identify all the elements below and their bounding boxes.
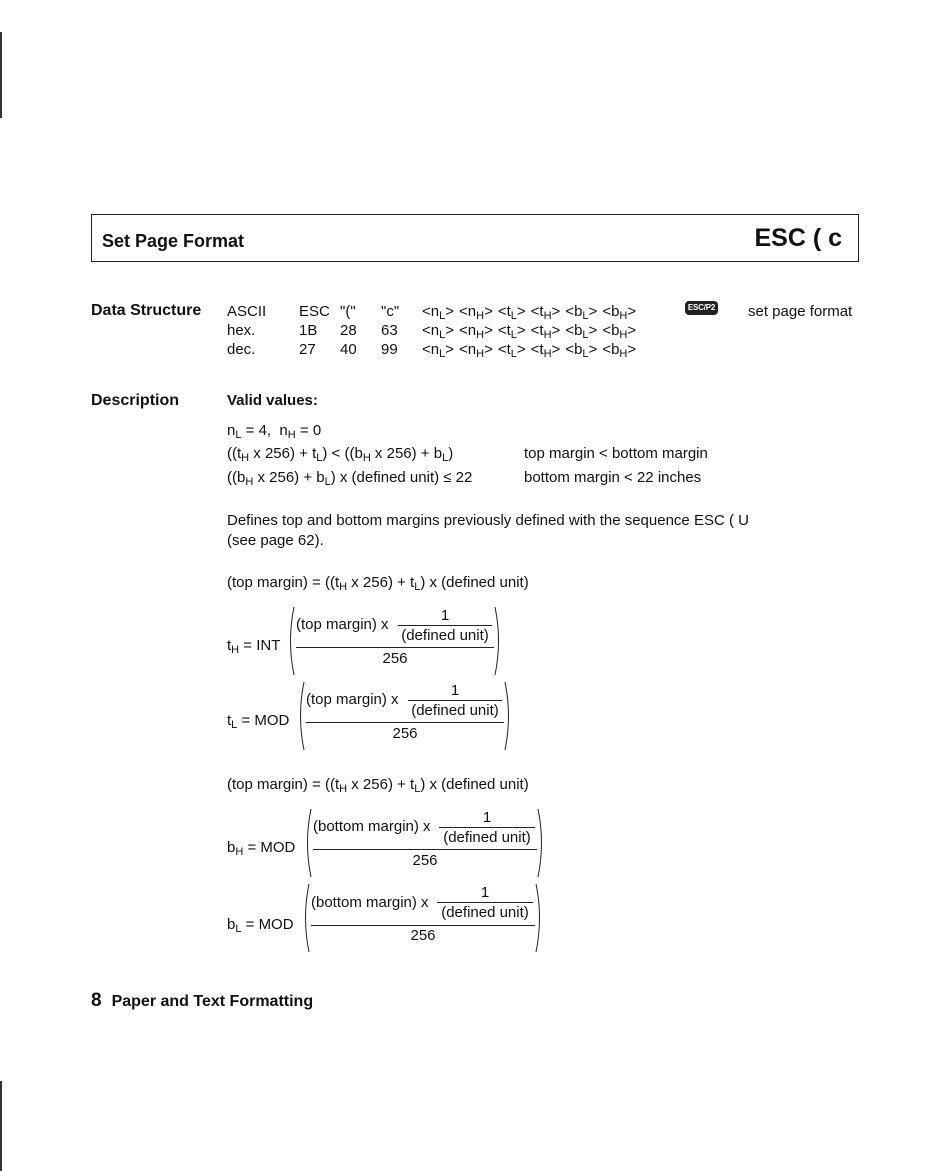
left-paren bbox=[296, 681, 306, 751]
byte-2: 40 bbox=[340, 341, 357, 358]
right-paren bbox=[493, 606, 503, 676]
param-bh: $<b_H>$ bbox=[602, 322, 637, 341]
byte-3: 63 bbox=[381, 322, 398, 339]
right-paren bbox=[503, 681, 513, 751]
formula-numerator: (top margin) x bbox=[306, 691, 399, 708]
row-type: dec. bbox=[227, 341, 256, 358]
param-th: $<t_H>$ bbox=[530, 322, 561, 341]
valid-value-n: $n_L = 4$, $n_H = 0$ bbox=[227, 422, 322, 441]
param-tl: $<t_L>$ bbox=[497, 322, 526, 341]
fraction-bar bbox=[311, 925, 535, 926]
param-bh: $<b_H>$ bbox=[602, 341, 637, 360]
byte-1: 1B bbox=[299, 322, 318, 339]
byte-2: "(" bbox=[340, 303, 356, 320]
param-nh: $<n_H>$ bbox=[459, 341, 493, 360]
formula-denominator: 256 bbox=[392, 725, 418, 742]
rule-note-2: bottom margin < 22 inches bbox=[524, 469, 702, 486]
byte-3: "c" bbox=[381, 303, 400, 320]
formula-denominator: 256 bbox=[410, 927, 436, 944]
formula-denominator: 256 bbox=[382, 650, 408, 667]
param-list bbox=[422, 341, 641, 358]
byte-3: 99 bbox=[381, 341, 398, 358]
param-bl: $<b_L>$ bbox=[565, 303, 598, 322]
formula-lhs: $b_H$ = MOD bbox=[227, 839, 296, 858]
page-edge-mark-bottom bbox=[0, 1081, 2, 1171]
param-list bbox=[422, 303, 641, 320]
param-list bbox=[422, 322, 641, 339]
formula-bh bbox=[227, 808, 547, 880]
formula-tl bbox=[227, 681, 517, 753]
param-tl: $<t_L>$ bbox=[497, 341, 526, 360]
description-label: Description bbox=[91, 392, 180, 409]
page-number: 8 bbox=[91, 990, 102, 1011]
unit-fraction: 1 (defined unit) bbox=[398, 607, 492, 644]
param-bh: $<b_H>$ bbox=[602, 303, 637, 322]
fraction-bar bbox=[306, 722, 504, 723]
formula-numerator: (bottom margin) x bbox=[311, 894, 429, 911]
unit-fraction: 1 (defined unit) bbox=[439, 809, 535, 846]
unit-fraction: 1 (defined unit) bbox=[437, 884, 533, 921]
esc-p2-badge: ESC/P2 bbox=[685, 301, 718, 315]
page-footer bbox=[91, 990, 313, 1012]
rule-note-1: top margin < bottom margin bbox=[524, 445, 708, 462]
byte-2: 28 bbox=[340, 322, 357, 339]
left-paren bbox=[301, 883, 311, 953]
chapter-title: Paper and Text Formatting bbox=[111, 993, 314, 1010]
data-structure-label: Data Structure bbox=[91, 302, 202, 319]
page-edge-mark-top bbox=[0, 32, 2, 118]
body-text-line-1: Defines top and bottom margins previously defined with the sequence ESC ( U bbox=[227, 512, 749, 529]
formula-bl bbox=[227, 883, 547, 955]
byte-1: ESC bbox=[299, 303, 330, 320]
data-structure-description: set page format bbox=[748, 303, 853, 320]
right-paren bbox=[536, 808, 546, 878]
formula-th bbox=[227, 606, 507, 678]
param-nh: $<n_H>$ bbox=[459, 322, 493, 341]
page-title: Set Page Format bbox=[102, 231, 245, 251]
param-tl: $<t_L>$ bbox=[497, 303, 526, 322]
formula-lhs: $b_L$ = MOD bbox=[227, 916, 294, 935]
unit-fraction: 1 (defined unit) bbox=[408, 682, 502, 719]
param-nl: $<n_L>$ bbox=[422, 322, 454, 341]
top-margin-equation-2: (top margin) = (($t_H$ x $256) + t_L$) x (defined unit) bbox=[227, 776, 529, 795]
formula-denominator: 256 bbox=[412, 852, 438, 869]
formula-lhs: $t_L$ = MOD bbox=[227, 712, 290, 731]
fraction-bar bbox=[313, 849, 537, 850]
formula-lhs: $t_H$ = INT bbox=[227, 637, 281, 656]
formula-numerator: (bottom margin) x bbox=[313, 818, 431, 835]
param-bl: $<b_L>$ bbox=[565, 322, 598, 341]
row-type: hex. bbox=[227, 322, 256, 339]
valid-value-bottom-limit: (($b_H$ x $256) + b_L$) x (defined unit) ≤ 22 bbox=[227, 469, 473, 488]
param-th: $<t_H>$ bbox=[530, 303, 561, 322]
left-paren bbox=[303, 808, 313, 878]
valid-values-heading: Valid values: bbox=[227, 392, 318, 409]
fraction-bar bbox=[296, 647, 494, 648]
body-text-line-2: (see page 62). bbox=[227, 532, 324, 549]
top-margin-equation-1: (top margin) = (($t_H$ x $256) + t_L$) x (defined unit) bbox=[227, 574, 529, 593]
command-title-box bbox=[91, 214, 859, 262]
param-nl: $<n_L>$ bbox=[422, 341, 454, 360]
param-bl: $<b_L>$ bbox=[565, 341, 598, 360]
param-nl: $<n_L>$ bbox=[422, 303, 454, 322]
command-name: ESC ( c bbox=[754, 224, 842, 252]
param-nh: $<n_H>$ bbox=[459, 303, 493, 322]
left-paren bbox=[286, 606, 296, 676]
right-paren bbox=[534, 883, 544, 953]
valid-value-top-bottom: (($t_H$ x $256) + t_L) < ((b_H$ x $256) + b_L$) bbox=[227, 445, 454, 464]
param-th: $<t_H>$ bbox=[530, 341, 561, 360]
row-type: ASCII bbox=[227, 303, 267, 320]
formula-numerator: (top margin) x bbox=[296, 616, 389, 633]
byte-1: 27 bbox=[299, 341, 316, 358]
